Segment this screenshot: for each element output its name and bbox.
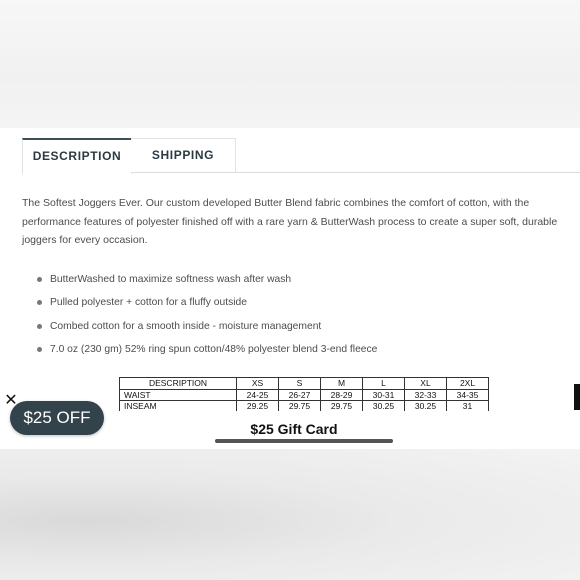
table-cell: INSEAM: [120, 401, 237, 413]
blurred-header-area: [0, 0, 580, 128]
product-description: The Softest Joggers Ever. Our custom developed Butter Blend fabric combines the comfort of cotton, with the performance features of polyester finished off with a rare yarn & ButterWash process to create a super soft, durable joggers for every occasion.: [22, 197, 558, 246]
edge-widget[interactable]: [574, 384, 580, 410]
table-cell: 29.75: [321, 401, 363, 413]
list-item: Combed cotton for a smooth inside - moisture management: [36, 315, 377, 338]
table-header: XL: [405, 378, 447, 390]
tab-description[interactable]: DESCRIPTION: [22, 138, 132, 174]
table-cell: 29.75: [279, 401, 321, 413]
table-cell: 32-33: [405, 389, 447, 401]
size-chart-table: [119, 377, 489, 413]
table-header: L: [363, 378, 405, 390]
table-cell: 30.25: [363, 401, 405, 413]
bullet-icon: [37, 277, 42, 282]
blurred-footer-area: [0, 449, 580, 580]
table-cell: 26-27: [279, 389, 321, 401]
table-cell: WAIST: [120, 389, 237, 401]
details-tabs: [22, 138, 580, 173]
close-icon[interactable]: ✕: [4, 392, 18, 409]
feature-list: [36, 268, 377, 361]
bullet-icon: [37, 347, 42, 352]
table-cell: 31: [447, 401, 489, 413]
table-cell: 34-35: [447, 389, 489, 401]
table-header: XS: [237, 378, 279, 390]
table-header: DESCRIPTION: [120, 378, 237, 390]
list-item: ButterWashed to maximize softness wash after wash: [36, 268, 377, 291]
tab-shipping[interactable]: SHIPPING: [131, 138, 236, 172]
table-row: [120, 389, 489, 401]
table-header: 2XL: [447, 378, 489, 390]
discount-pill-button[interactable]: $25 OFF: [10, 401, 104, 435]
table-cell: 29.25: [237, 401, 279, 413]
table-cell: 30-31: [363, 389, 405, 401]
bullet-icon: [37, 324, 42, 329]
table-cell: 28-29: [321, 389, 363, 401]
list-item: 7.0 oz (230 gm) 52% ring spun cotton/48% polyester blend 3-end fleece: [36, 338, 377, 361]
table-cell: 24-25: [237, 389, 279, 401]
gift-card-label: $25 Gift Card: [250, 421, 338, 437]
table-header: M: [321, 378, 363, 390]
table-header-row: [120, 378, 489, 390]
bullet-icon: [37, 300, 42, 305]
table-header: S: [279, 378, 321, 390]
table-cell: 30.25: [405, 401, 447, 413]
product-details-section: [0, 128, 580, 411]
list-item: Pulled polyester + cotton for a fluffy outside: [36, 291, 377, 314]
drag-handle[interactable]: [215, 439, 393, 443]
